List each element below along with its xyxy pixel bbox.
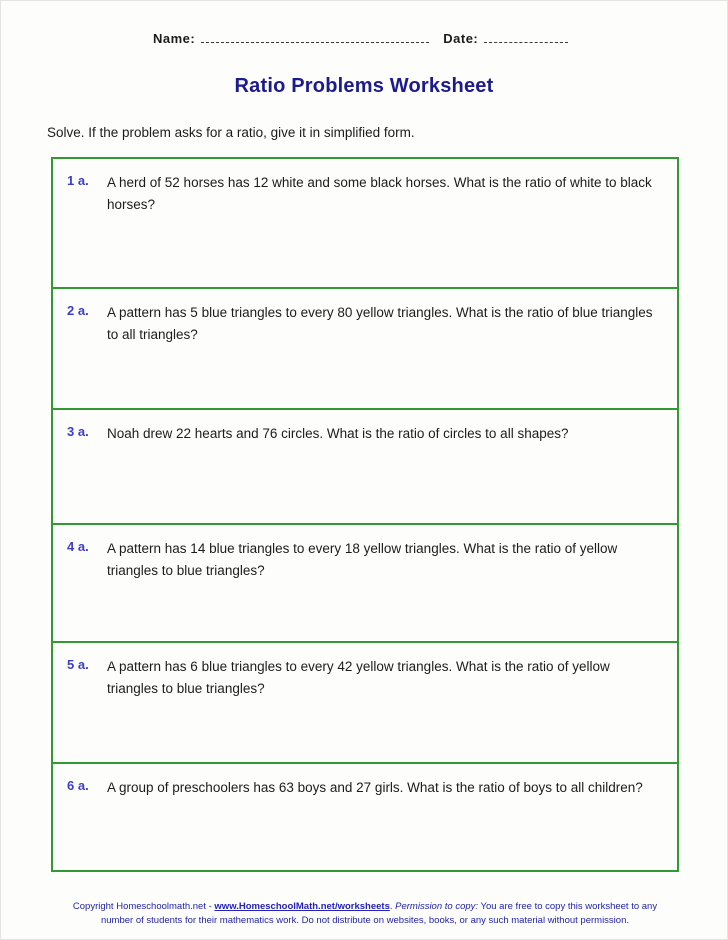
name-date-header (153, 30, 568, 46)
footer-permission-text: You are free to copy this worksheet to any number of students for their mathematics work. Do not distribute on websites, books, or any such material without permission. (100, 900, 658, 926)
problem-number: 3 a. (67, 424, 89, 439)
footer-permission-label: Permission to copy: (395, 900, 479, 912)
problem-row-3 (53, 408, 677, 523)
problem-text: A pattern has 14 blue triangles to every 18 yellow triangles. What is the ratio of yellow triangles to blue triangles? (107, 541, 618, 578)
footer-copyright-prefix: Copyright Homeschoolmath.net - (72, 900, 215, 912)
problem-text: Noah drew 22 hearts and 76 circles. What is the ratio of circles to all shapes? (107, 426, 569, 441)
problem-text: A group of preschoolers has 63 boys and 27 girls. What is the ratio of boys to all children? (107, 780, 643, 795)
problem-number: 5 a. (67, 657, 89, 672)
instructions-text: Solve. If the problem asks for a ratio, give it in simplified form. (47, 125, 415, 140)
name-label: Name: (153, 31, 196, 46)
problems-table (51, 157, 679, 872)
problem-row-6 (53, 762, 677, 870)
footer-after-link: . (389, 900, 396, 912)
date-label: Date: (443, 31, 479, 46)
page-title: Ratio Problems Worksheet (234, 75, 494, 97)
worksheets-link[interactable]: www.HomeschoolMath.net/worksheets (214, 900, 390, 912)
problem-number: 4 a. (67, 539, 89, 554)
problem-row-1 (53, 159, 677, 287)
problem-number: 2 a. (67, 303, 89, 318)
problem-number: 6 a. (67, 778, 89, 793)
name-blank-line (201, 30, 429, 43)
problem-text: A pattern has 6 blue triangles to every 42 yellow triangles. What is the ratio of yellow triangles to blue triangles? (107, 659, 610, 696)
footer-copyright (65, 900, 665, 929)
problem-text: A pattern has 5 blue triangles to every 80 yellow triangles. What is the ratio of blue triangles to all triangles? (107, 305, 653, 342)
date-blank-line (484, 30, 568, 43)
problem-row-5 (53, 641, 677, 762)
problem-text: A herd of 52 horses has 12 white and some black horses. What is the ratio of white to black horses? (107, 175, 652, 212)
problem-number: 1 a. (67, 173, 89, 188)
problem-row-2 (53, 287, 677, 408)
problem-row-4 (53, 523, 677, 641)
